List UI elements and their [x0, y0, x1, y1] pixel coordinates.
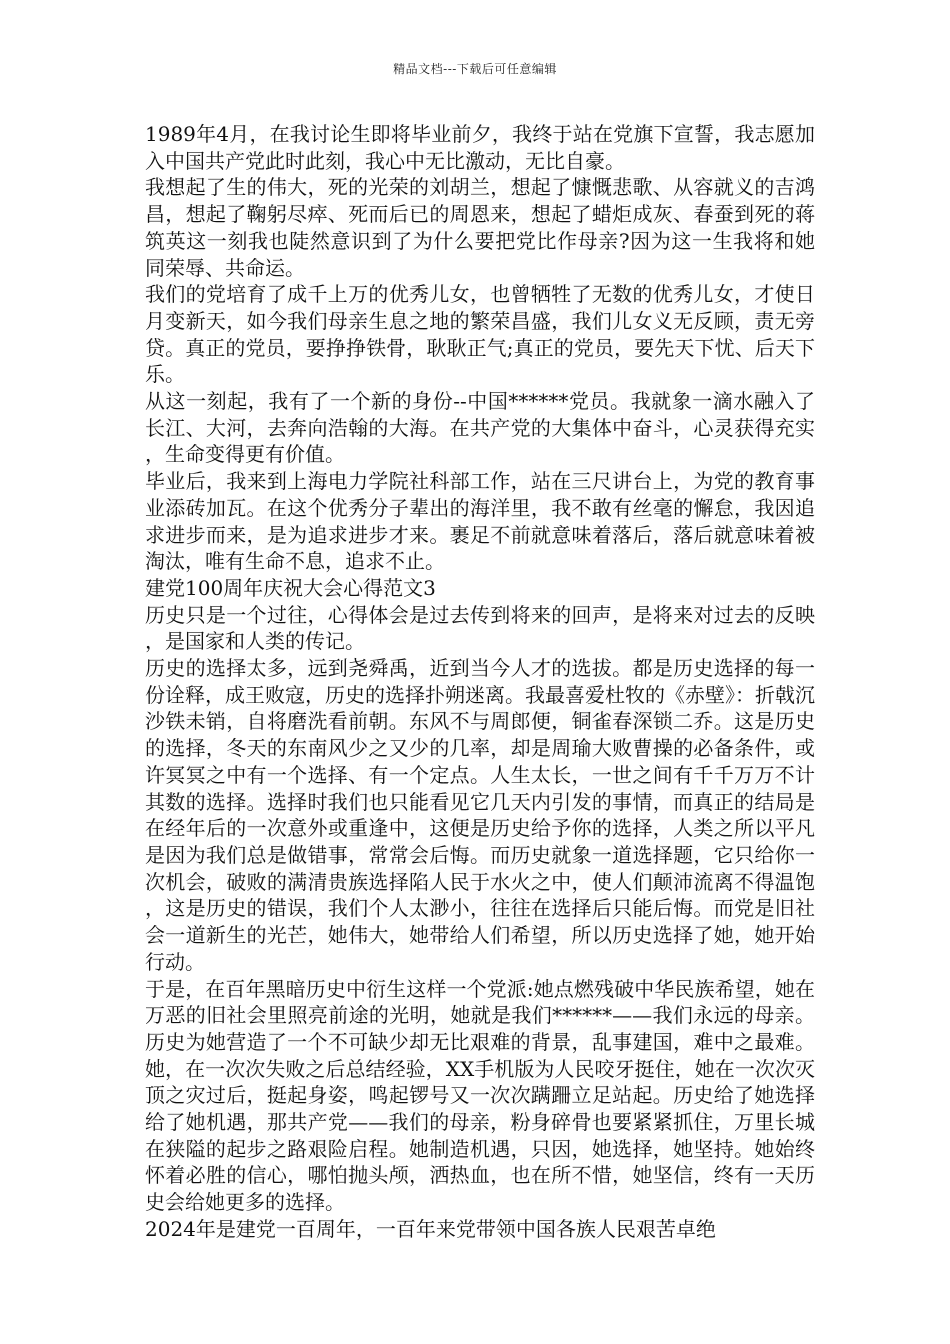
paragraph: 1989年4月，在我讨论生即将毕业前夕，我终于站在党旗下宣誓，我志愿加入中国共产党此时此刻，我心中无比激动，无比自豪。 — [145, 122, 815, 173]
document-body — [145, 121, 815, 1243]
section-heading: 建党100周年庆祝大会心得范文3 — [145, 575, 436, 600]
paragraph: 从这一刻起，我有了一个新的身份--中国******党员。我就象一滴水融入了长江、大河，去奔向浩翰的大海。在共产党的大集体中奋斗，心灵获得充实，生命变得更有价值。 — [145, 389, 815, 467]
page-header: 精品文档---下载后可任意编辑 — [393, 62, 557, 76]
paragraph: 于是，在百年黑暗历史中衍生这样一个党派:她点燃残破中华民族希望，她在万恶的旧社会里照亮前途的光明，她就是我们******——我们永远的母亲。历史为她营造了一个不可缺少却无比艰难的背景，乱事建国，难中之最难。她，在一次次失败之后总结经验，XX手机版为人民咬牙挺住，她在一次次灭顶之灾过后，挺起身姿，鸣起锣号又一次次蹒跚立足站起。历史给了她选择给了她机遇，那共产党——我们的母亲，粉身碎骨也要紧紧抓住，万里长城在狭隘的起步之路艰险启程。她制造机遇，只因，她选择，她坚持。她始终怀着必胜的信心，哪怕抛头颅，洒热血，也在所不惜，她坚信，终有一天历史会给她更多的选择。 — [145, 976, 815, 1215]
paragraph: 我想起了生的伟大，死的光荣的刘胡兰，想起了慷慨悲歌、从容就义的吉鸿昌，想起了鞠躬尽瘁、死而后已的周恩来，想起了蜡炬成灰、春蚕到死的蒋筑英这一刻我也陡然意识到了为什么要把党比作母亲?因为这一生我将和她同荣辱、共命运。 — [145, 175, 815, 280]
paragraph: 我们的党培育了成千上万的优秀儿女，也曾牺牲了无数的优秀儿女，才使日月变新天，如今我们母亲生息之地的繁荣昌盛，我们儿女义无反顾，责无旁贷。真正的党员，要挣挣铁骨，耿耿正气;真正的党员，要先天下忧、后天下乐。 — [145, 282, 815, 387]
paragraph: 历史只是一个过往，心得体会是过去传到将来的回声，是将来对过去的反映，是国家和人类的传记。 — [145, 602, 815, 654]
paragraph: 历史的选择太多，远到尧舜禹，近到当今人才的选拔。都是历史选择的每一份诠释，成王败寇，历史的选择扑朔迷离。我最喜爱杜牧的《赤壁》：折戟沉沙铁未销，自将磨洗看前朝。东风不与周郎便，铜雀春深锁二乔。这是历史的选择，冬天的东南风少之又少的几率，却是周瑜大败曹操的必备条件，或许冥冥之中有一个选择、有一个定点。人生太长，一世之间有千千万万不计其数的选择。选择时我们也只能看见它几天内引发的事情，而真正的结局是在经年后的一次意外或重逢中，这便是历史给予你的选择，人类之所以平凡是因为我们总是做错事，常常会后悔。而历史就象一道选择题，它只给你一次机会，破败的满清贵族选择陷人民于水火之中，使人们颠沛流离不得温饱，这是历史的错误，我们个人太渺小，往往在选择后只能后悔。而党是旧社会一道新生的光芒，她伟大，她带给人们希望，所以历史选择了她，她开始行动。 — [145, 656, 815, 974]
paragraph: 2024年是建党一百周年，一百年来党带领中国各族人民艰苦卓绝 — [145, 1216, 716, 1241]
paragraph: 毕业后，我来到上海电力学院社科部工作，站在三尺讲台上，为党的教育事业添砖加瓦。在这个优秀分子辈出的海洋里，我不敢有丝毫的懈怠，我因追求进步而来，是为追求进步才来。裹足不前就意味着落后，落后就意味着被淘汰，唯有生命不息，追求不止。 — [145, 469, 815, 574]
